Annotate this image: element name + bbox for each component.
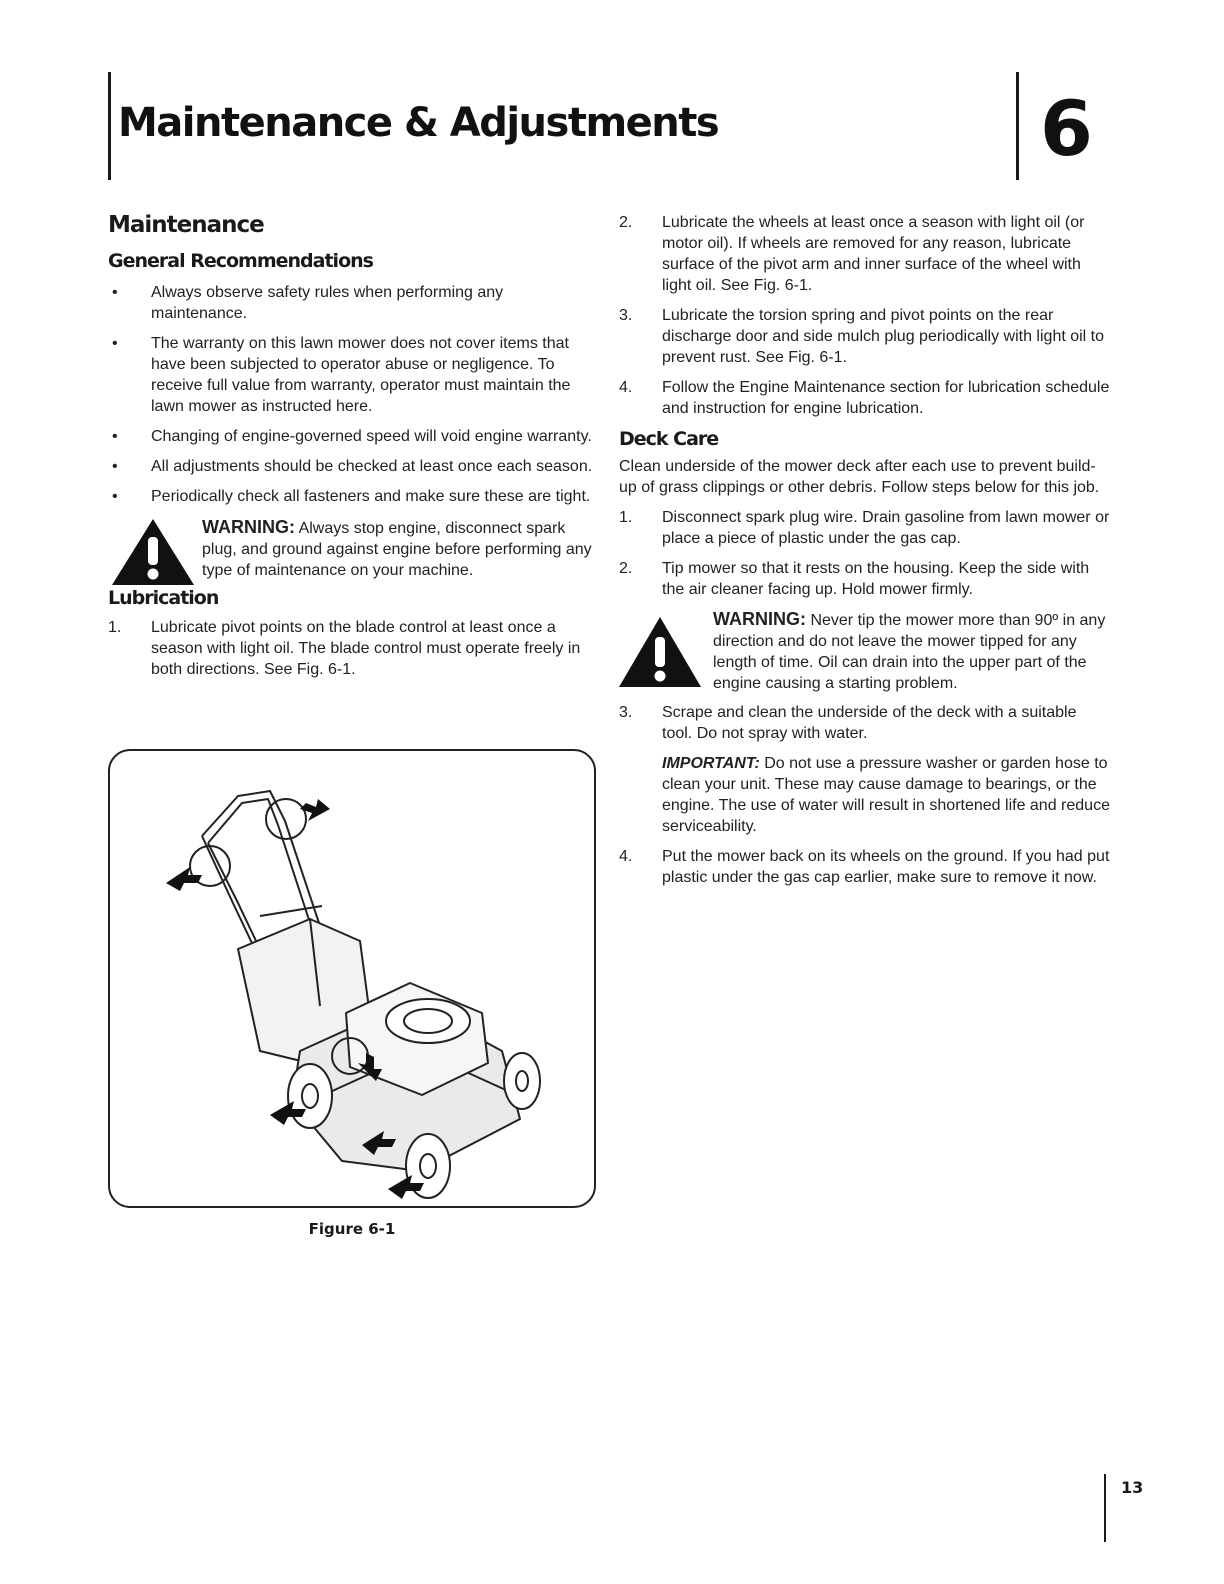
item-number: 4. bbox=[619, 848, 633, 865]
bullet-marker: • bbox=[112, 335, 118, 352]
chapter-title: Maintenance & Adjustments bbox=[118, 100, 719, 146]
deck-warning-box bbox=[619, 609, 1111, 694]
important-label: IMPORTANT: bbox=[662, 755, 760, 772]
page-number-rule bbox=[1104, 1474, 1106, 1542]
list-item: • Always observe safety rules when performing any maintenance. bbox=[112, 284, 504, 322]
subheading-deck-care: Deck Care bbox=[619, 428, 719, 450]
general-recommendations-list bbox=[108, 282, 598, 507]
warning-triangle-icon bbox=[617, 615, 703, 689]
warning-box bbox=[108, 517, 598, 581]
left-column bbox=[108, 212, 598, 689]
bullet-marker: • bbox=[112, 428, 118, 445]
page-number: 13 bbox=[1121, 1478, 1144, 1497]
list-item: 1. Disconnect spark plug wire. Drain gasoline from lawn mower or place a piece of plastic under the gas cap. bbox=[619, 509, 1110, 547]
item-number: 2. bbox=[619, 560, 633, 577]
chapter-rule bbox=[1016, 72, 1019, 180]
list-item: • All adjustments should be checked at least once each season. bbox=[112, 458, 593, 475]
warning-text: Never tip the mower more than 90º in any direction and do not leave the mower tipped for any length of time. Oil can drain into the upper part of the engine causing a starting problem. bbox=[713, 612, 1106, 692]
subheading-general-recommendations: General Recommendations bbox=[108, 250, 373, 272]
item-number: 1. bbox=[108, 619, 122, 636]
list-item: 3. Scrape and clean the underside of the deck with a suitable tool. Do not spray with water. bbox=[619, 704, 1077, 742]
figure-caption: Figure 6-1 bbox=[308, 1220, 396, 1238]
list-item: 1. Lubricate pivot points on the blade control at least once a season with light oil. The blade control must operate freely in both directions. See Fig. 6-1. bbox=[108, 619, 581, 678]
item-number: 1. bbox=[619, 509, 633, 526]
lubrication-list bbox=[108, 617, 598, 680]
item-number: 4. bbox=[619, 379, 633, 396]
list-item: 4. Follow the Engine Maintenance section for lubrication schedule and instruction for engine lubrication. bbox=[619, 379, 1110, 417]
section-heading-maintenance: Maintenance bbox=[108, 212, 264, 238]
important-note bbox=[619, 753, 1111, 837]
list-item: • Periodically check all fasteners and make sure these are tight. bbox=[112, 488, 591, 505]
list-item: 2. Lubricate the wheels at least once a season with light oil (or motor oil). If wheels are removed for any reason, lubricate surface of the pivot arm and inner surface of the wheel with light oil. See Fig. 6-1. bbox=[619, 214, 1085, 294]
list-item: • Changing of engine-governed speed will void engine warranty. bbox=[112, 428, 592, 445]
warning-text: Always stop engine, disconnect spark plug, and ground against engine before performing any type of maintenance on your machine. bbox=[202, 520, 592, 579]
list-item: 3. Lubricate the torsion spring and pivot points on the rear discharge door and side mulch plug periodically with light oil to prevent rust. See Fig. 6-1. bbox=[619, 307, 1105, 366]
deck-care-steps-b bbox=[619, 702, 1111, 744]
subheading-lubrication: Lubrication bbox=[108, 587, 219, 609]
deck-care-steps-c bbox=[619, 846, 1111, 888]
title-rule bbox=[108, 72, 111, 180]
warning-label: WARNING: bbox=[202, 517, 295, 537]
item-number: 2. bbox=[619, 214, 633, 231]
warning-triangle-icon bbox=[110, 517, 196, 587]
lubrication-list-continued bbox=[619, 212, 1111, 419]
list-item: 2. Tip mower so that it rests on the housing. Keep the side with the air cleaner facing up. Hold mower firmly. bbox=[619, 560, 1090, 598]
important-text: Do not use a pressure washer or garden hose to clean your unit. These may cause damage to bearings, or the engine. The use of water will result in shortened life and reduce serviceability. bbox=[662, 755, 1110, 835]
bullet-marker: • bbox=[112, 284, 118, 301]
deck-care-intro: Clean underside of the mower deck after each use to prevent build-up of grass clippings or other debris. Follow steps below for this job. bbox=[619, 458, 1100, 496]
lawn-mower-illustration bbox=[110, 751, 594, 1206]
right-column bbox=[619, 212, 1111, 897]
bullet-marker: • bbox=[112, 488, 118, 505]
item-number: 3. bbox=[619, 307, 633, 324]
chapter-number: 6 bbox=[1040, 84, 1093, 173]
list-item: 4. Put the mower back on its wheels on the ground. If you had put plastic under the gas cap earlier, make sure to remove it now. bbox=[619, 848, 1110, 886]
bullet-marker: • bbox=[112, 458, 118, 475]
warning-label: WARNING: bbox=[713, 609, 806, 629]
list-item: • The warranty on this lawn mower does not cover items that have been subjected to operator abuse or negligence. To receive full value from warranty, operator must maintain the lawn mower as instructed here. bbox=[112, 335, 571, 415]
item-number: 3. bbox=[619, 704, 633, 721]
deck-care-steps bbox=[619, 507, 1111, 600]
figure-frame bbox=[108, 749, 596, 1208]
